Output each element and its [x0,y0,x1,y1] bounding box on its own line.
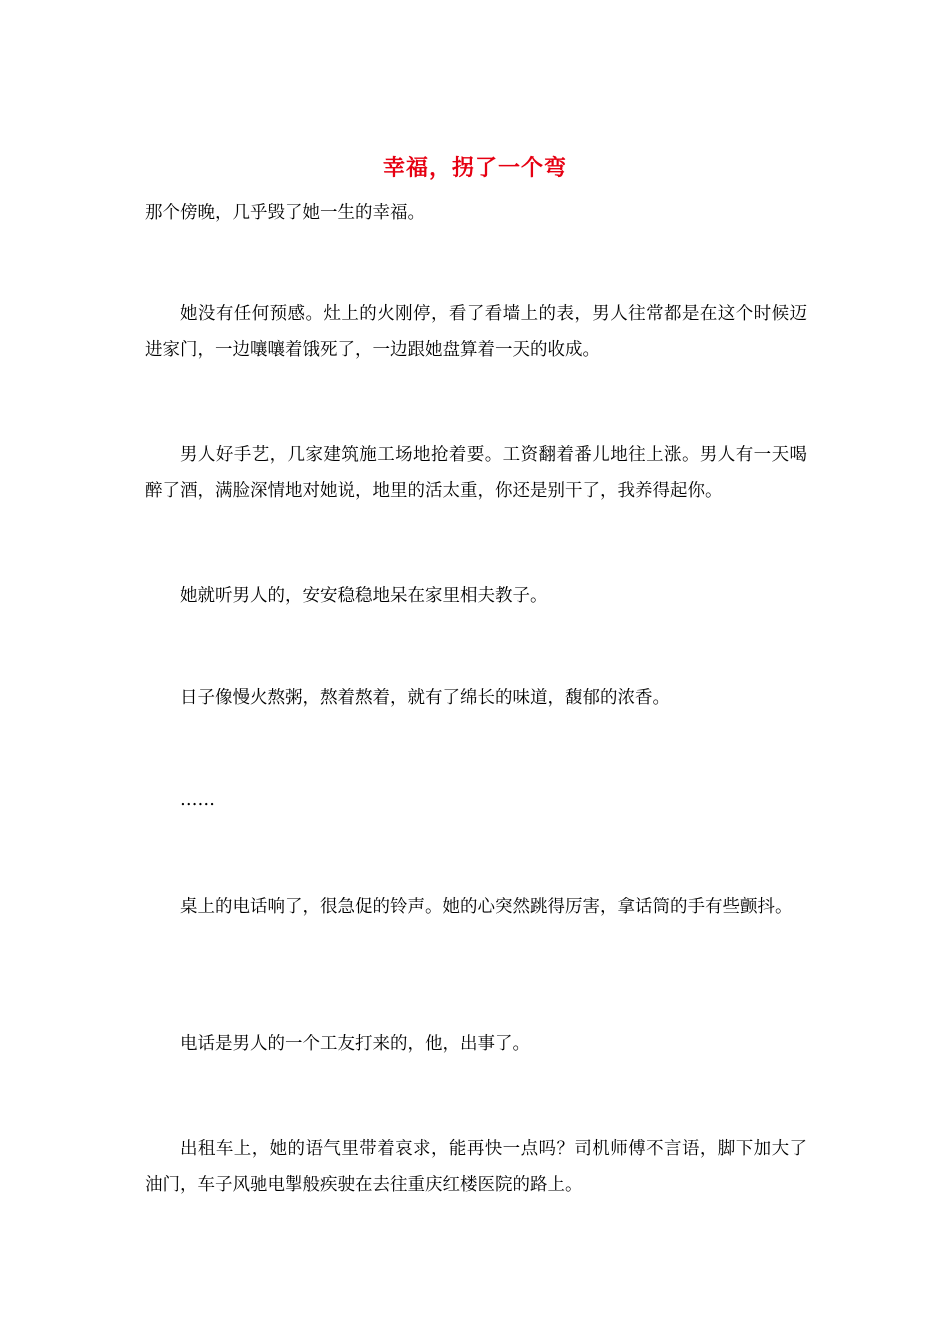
paragraph-5: 日子像慢火熬粥，熬着熬着，就有了绵长的味道，馥郁的浓香。 [180,688,670,708]
paragraph-8: 出租车上，她的语气里带着哀求，能再快一点吗？司机师傅不言语，脚下加大了油门，车子风驰电掣般疾驶在去往重庆红楼医院的路上。 [145,1139,807,1195]
paragraph-7: 电话是男人的一个工友打来的，他，出事了。 [180,1034,530,1054]
paragraph-3: 男人好手艺，几家建筑施工场地抢着要。工资翻着番儿地往上涨。男人有一天喝醉了酒，满脸深情地对她说，地里的活太重，你还是别干了，我养得起你。 [145,445,807,501]
paragraph-4: 她就听男人的，安安稳稳地呆在家里相夫教子。 [180,586,548,606]
paragraph-2: 她没有任何预感。灶上的火刚停，看了看墙上的表，男人往常都是在这个时候迈进家门，一边嚷嚷着饿死了，一边跟她盘算着一天的收成。 [145,304,807,360]
paragraph-6: 桌上的电话响了，很急促的铃声。她的心突然跳得厉害，拿话筒的手有些颤抖。 [180,897,793,917]
paragraph-1: 那个傍晚，几乎毁了她一生的幸福。 [145,203,425,223]
ellipsis-paragraph: …… [180,790,215,810]
document-title: 幸福，拐了一个弯 [382,155,567,181]
